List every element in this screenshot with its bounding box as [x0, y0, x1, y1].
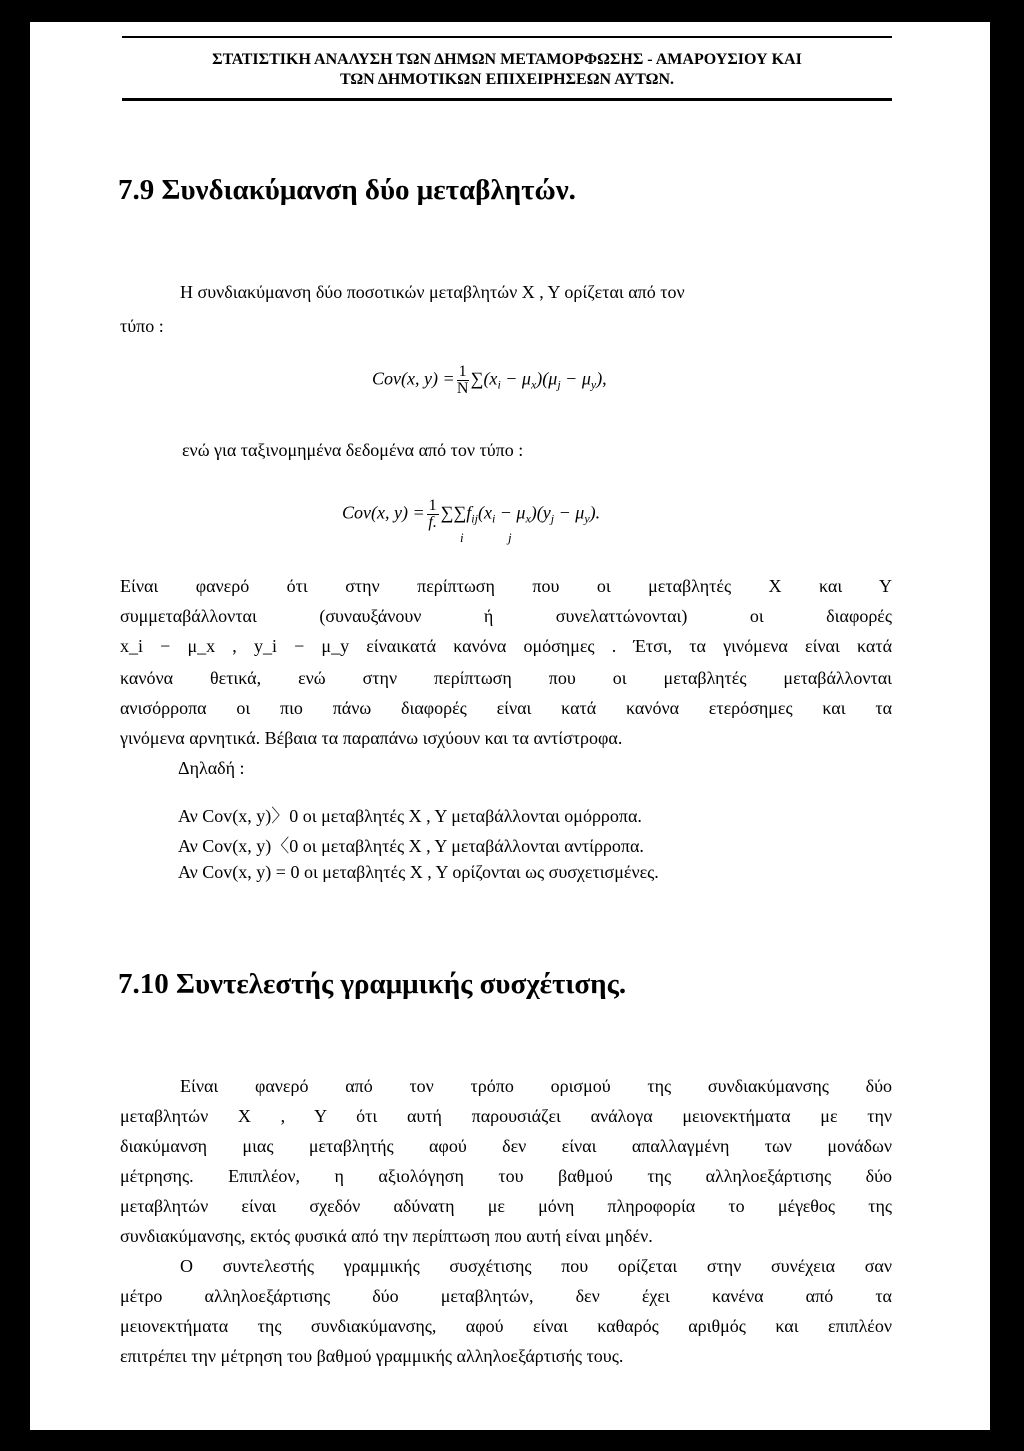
para-line: μεταβλητών είναι σχεδόν αδύνατη με μόνη πληροφορία το μέγεθος της: [120, 1196, 892, 1216]
header-line-2: ΤΩΝ ΔΗΜΟΤΙΚΩΝ ΕΠΙΧΕΙΡΗΣΕΩΝ ΑΥΤΩΝ.: [339, 71, 675, 88]
grouped-covariance-formula: Cov(x, y) = $\frac{1}{f.}$ $\sum\sum f_{ij}(x_i - \mu_x)(y_j - \mu_y)$.: [342, 497, 601, 531]
condition-negative: Αν Cov(x, y)〈0 οι μεταβλητές Χ , Υ μεταβάλλονται αντίρροπα.: [178, 836, 644, 856]
intro-line-2: τύπο :: [120, 316, 164, 336]
para-line: μέτρησης. Επιπλέον, η αξιολόγηση του βαθμού της αλληλοεξάρτισης δύο: [120, 1166, 892, 1186]
namely-label: Δηλαδή :: [178, 758, 245, 778]
header-line-1: ΣΤΑΤΙΣΤΙΚΗ ΑΝΑΛΥΣΗ ΤΩΝ ΔΗΜΩΝ ΜΕΤΑΜΟΡΦΩΣΗΣ - ΑΜΑΡΟΥΣΙΟΥ ΚΑΙ: [212, 51, 802, 68]
covariance-formula: Cov(x, y) = $\frac{1}{N}$ $\sum(x_i - \mu_x)(\mu_j - \mu_y)$,: [372, 363, 607, 397]
intro-line-1: Η συνδιακύμανση δύο ποσοτικών μεταβλητών Χ , Υ ορίζεται από τον: [180, 282, 685, 302]
para-last-line: επιτρέπει την μέτρηση του βαθμού γραμμικής αλληλοεξάρτισής τους.: [120, 1346, 624, 1366]
para-line: ανισόρροπα οι πιο πάνω διαφορές είναι κατά κανόνα ετερόσημες και τα: [120, 698, 892, 718]
grouped-data-intro: ενώ για ταξινομημένα δεδομένα από τον τύπο :: [182, 440, 524, 460]
condition-positive: Αν Cov(x, y)〉0 οι μεταβλητές Χ , Υ μεταβάλλονται ομόρροπα.: [178, 806, 642, 826]
para-line: Είναι φανερό ότι στην περίπτωση που οι μεταβλητές Χ και Υ: [120, 576, 892, 596]
para-line: κανόνα θετικά, ενώ στην περίπτωση που οι μεταβλητές μεταβάλλονται: [120, 668, 892, 688]
para-line: συμμεταβάλλονται (συναυξάνουν ή συνελαττώνονται) οι διαφορές: [120, 606, 892, 626]
para-last-line: γινόμενα αρνητικά. Βέβαια τα παραπάνω ισχύουν και τα αντίστροφα.: [120, 728, 623, 748]
para-line: διακύμανση μιας μεταβλητής αφού δεν είναι απαλλαγμένη των μονάδων: [120, 1136, 892, 1156]
section-title-covariance: 7.9 Συνδιακύμανση δύο μεταβλητών.: [118, 174, 576, 206]
para-line: Ο συντελεστής γραμμικής συσχέτισης που ορίζεται στην συνέχεια σαν: [180, 1256, 892, 1276]
sum-index-i: i: [460, 530, 464, 545]
para-line: μειονεκτήματα της συνδιακύμανσης, αφού είναι καθαρός αριθμός και επιπλέον: [120, 1316, 892, 1336]
document-page: [30, 22, 990, 1430]
header-bottom-rule: [122, 98, 892, 101]
para-line: μέτρο αλληλοεξάρτισης δύο μεταβλητών, δεν έχει κανένα από τα: [120, 1286, 892, 1306]
sum-index-j: j: [508, 530, 512, 545]
header-top-rule: [122, 36, 892, 38]
fraction-one-over-f: $\frac{1}{f.}$: [428, 497, 437, 531]
para-line: Είναι φανερό από τον τρόπο ορισμού της συνδιακύμανσης δύο: [180, 1076, 892, 1096]
para-line: x_i − μ_x , y_i − μ_y είναικατά κανόνα ομόσημες . Έτσι, τα γινόμενα είναι κατά: [120, 636, 892, 656]
para-line: μεταβλητών Χ , Υ ότι αυτή παρουσιάζει ανάλογα μειονεκτήματα με την: [120, 1106, 892, 1126]
fraction-one-over-n: $\frac{1}{N}$: [456, 363, 469, 397]
para-last-line: συνδιακύμανσης, εκτός φυσικά από την περίπτωση που αυτή είναι μηδέν.: [120, 1226, 653, 1246]
running-header: [122, 50, 892, 90]
condition-zero: Αν Cov(x, y) = 0 οι μεταβλητές Χ , Υ ορίζονται ως συσχετισμένες.: [178, 862, 659, 882]
section-title-correlation: 7.10 Συντελεστής γραμμικής συσχέτισης.: [118, 968, 627, 1000]
